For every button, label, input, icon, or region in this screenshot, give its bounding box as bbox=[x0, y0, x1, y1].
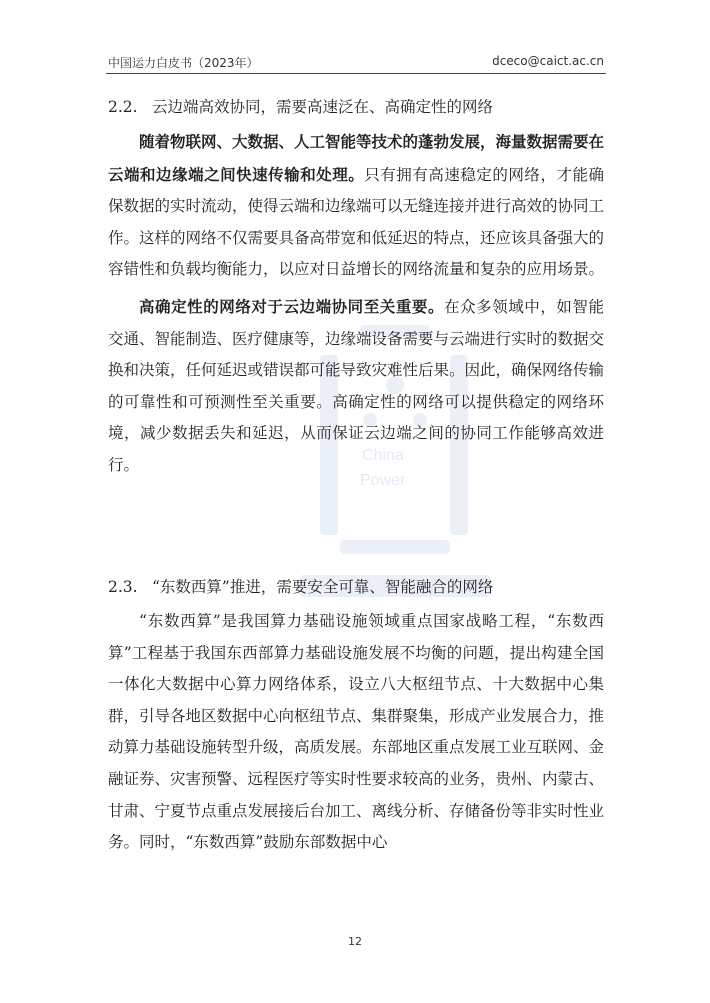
header-divider bbox=[106, 73, 606, 74]
paragraph-bold-lead: 高确定性的网络对于云边端协同至关重要。 bbox=[139, 296, 444, 316]
paragraph bbox=[108, 291, 604, 482]
section-number: 2.3. bbox=[108, 578, 138, 596]
section-heading-2-2 bbox=[108, 95, 493, 117]
watermark-text-line1: China bbox=[362, 447, 404, 464]
paragraph-text: “东数西算”是我国算力基础设施领域重点国家战略工程，“东数西算”工程基于我国东西部算力基础设施发展不均衡的问题，提出构建全国一体化大数据中心算力网络体系，设立八大枢纽节点、十大数据中心集群，引导各地区数据中心向枢纽节点、集群聚集，形成产业发展合力，推动算力基础设施转型升级，高质发展。东部地区重点发展工业互联网、金融证券、灾害预警、远程医疗等实时性要求较高的业务，贵州、内蒙古、甘肃、宁夏节点重点发展接后台加工、离线分析、存储备份等非实时性业务。同时，“东数西算”鼓励东部数据中心 bbox=[108, 612, 605, 852]
paragraph bbox=[108, 126, 604, 286]
paragraph-bold-lead: 随着物联网、大数据、人工智能等技术的蓬勃发展，海量数据需要在云端和边缘端之间快速传输和处理。 bbox=[108, 132, 605, 184]
section-title: 云边端高效协同，需要高速泛在、高确定性的网络 bbox=[152, 98, 494, 116]
header-document-title: 中国运力白皮书（2023年） bbox=[108, 56, 259, 70]
paragraph-text: 在众多领域中，如智能交通、智能制造、医疗健康等，边缘端设备需要与云端进行实时的数据交换和决策，任何延迟或错误都可能导致灾难性后果。因此，确保网络传输的可靠性和可预测性至关重要。高确定性的网络可以提供稳定的网络环境，减少数据丢失和延迟，从而保证云边端之间的协同工作能够高效进行。 bbox=[108, 297, 605, 474]
section-body-2-3 bbox=[108, 606, 604, 859]
paragraph-text: 只有拥有高速稳定的网络，才能确保数据的实时流动，使得云端和边缘端可以无缝连接并进行高效的协同工作。这样的网络不仅需要具备高带宽和低延迟的特点，还应该具备强大的容错性和负载均衡能力，以应对日益增长的网络流量和复杂的应用场景。 bbox=[108, 165, 605, 279]
section-body-2-2 bbox=[108, 126, 604, 482]
section-number: 2.2. bbox=[108, 98, 138, 116]
page-number: 12 bbox=[348, 935, 362, 948]
watermark-text-line2: Power bbox=[360, 472, 406, 489]
section-title: “东数西算”推进，需要安全可靠、智能融合的网络 bbox=[152, 578, 494, 596]
header-email: dceco@caict.ac.cn bbox=[492, 54, 604, 68]
section-heading-2-3 bbox=[108, 575, 493, 597]
paragraph bbox=[108, 606, 604, 859]
